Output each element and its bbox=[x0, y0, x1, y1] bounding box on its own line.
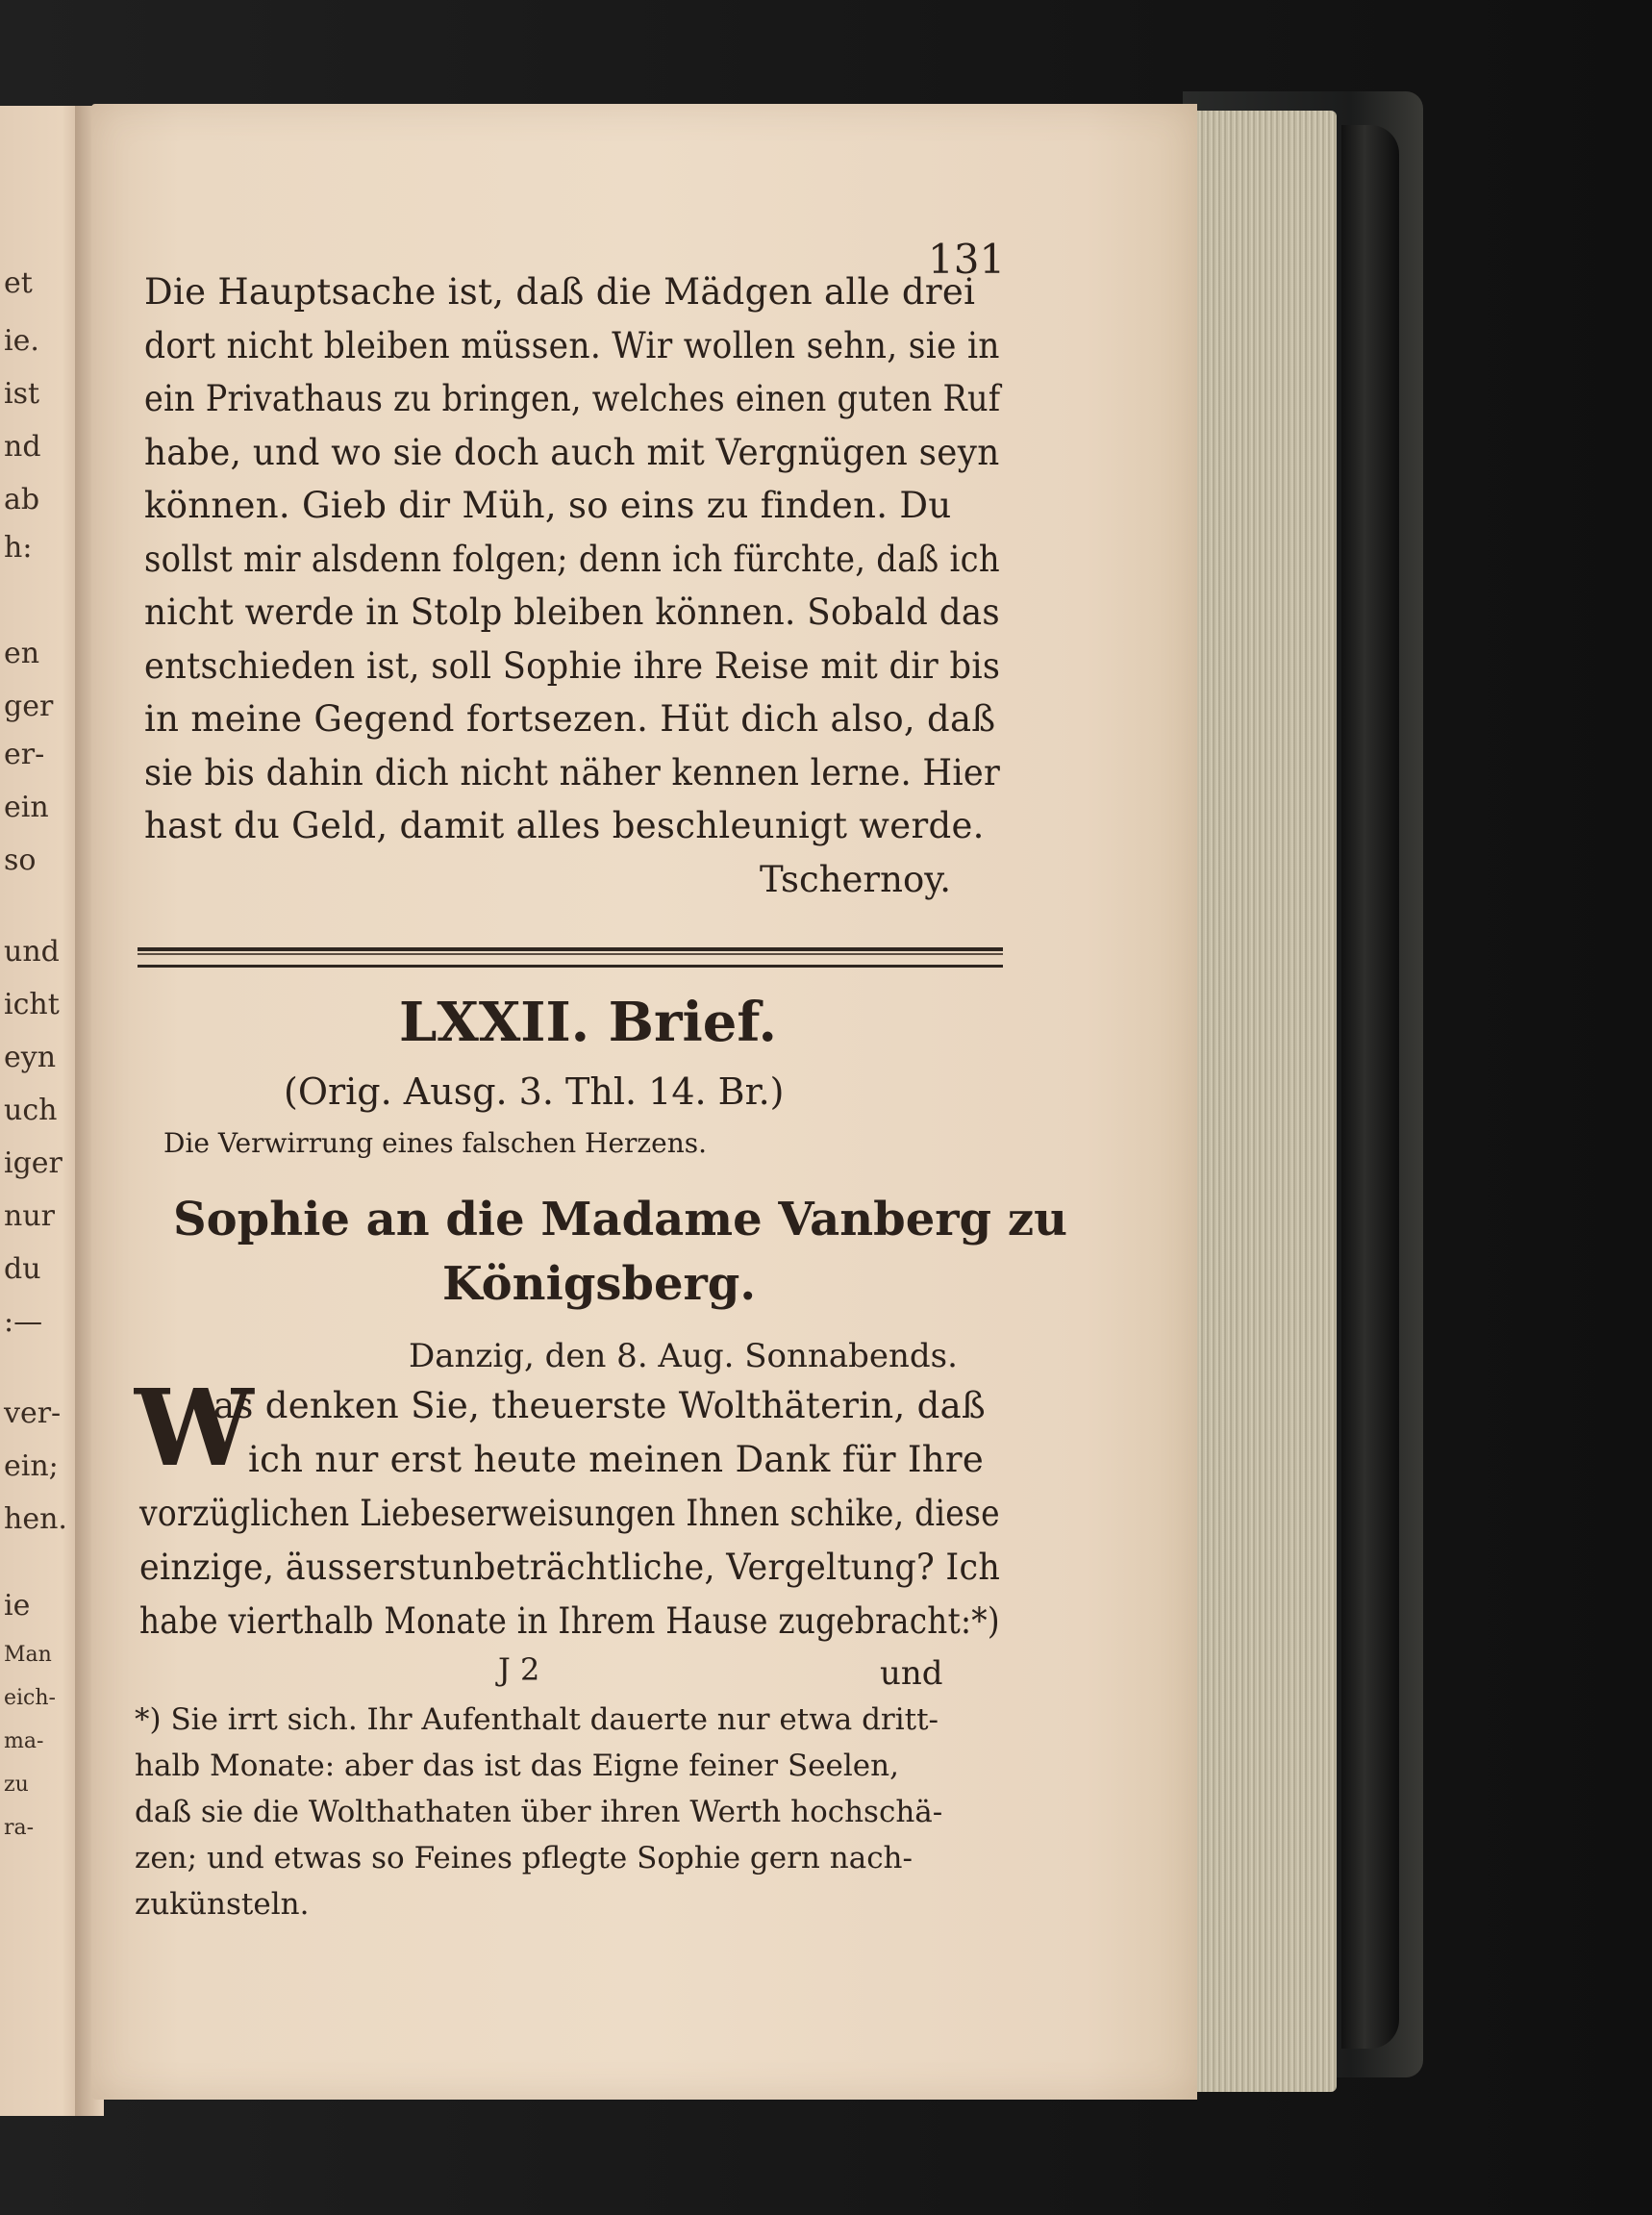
body-text-line: einzige, äusserstunbeträchtliche, Vergeltung? Ich bbox=[139, 1547, 1001, 1588]
body-text-line: habe vierthalb Monate in Ihrem Hause zugebracht:*) bbox=[139, 1600, 1000, 1642]
catchword: und bbox=[880, 1654, 943, 1693]
section-divider-rule bbox=[138, 947, 1003, 968]
body-text-line: Die Hauptsache ist, daß die Mädgen alle drei bbox=[144, 271, 976, 313]
body-text-line: hast du Geld, damit alles beschleunigt werde. bbox=[144, 805, 985, 846]
left-page-fragment: ie. bbox=[4, 324, 39, 358]
left-page-fragment: ra- bbox=[4, 1816, 35, 1840]
page-number: 131 bbox=[928, 236, 1006, 283]
left-page-fragment: ger bbox=[4, 690, 54, 723]
body-text-line: nicht werde in Stolp bleiben können. Sobald das bbox=[144, 592, 1000, 633]
left-page-fragment: en bbox=[4, 637, 40, 670]
left-page-fragment: du bbox=[4, 1252, 41, 1286]
left-page-fragment: iger bbox=[4, 1146, 63, 1180]
left-page-fragment: ie bbox=[4, 1589, 31, 1623]
left-page-fragment: Man bbox=[4, 1643, 52, 1667]
body-text-line: vorzüglichen Liebeserweisungen Ihnen schike, diese bbox=[139, 1493, 1000, 1534]
left-page-fragment: nur bbox=[4, 1199, 55, 1233]
left-page-fragment: und bbox=[4, 935, 60, 969]
section-divider-inner-line bbox=[138, 953, 1003, 955]
left-page-fragment: er- bbox=[4, 738, 45, 771]
drop-cap: W bbox=[135, 1366, 254, 1490]
dateline: Danzig, den 8. Aug. Sonnabends. bbox=[409, 1337, 958, 1375]
left-page-fragment: zu bbox=[4, 1773, 29, 1797]
footnote-line: zen; und etwas so Feines pflegte Sophie gern nach- bbox=[135, 1841, 913, 1875]
left-page-fragment: ist bbox=[4, 377, 40, 411]
footnote-line: zukünsteln. bbox=[135, 1887, 310, 1922]
letter-subtitle: Die Verwirrung eines falschen Herzens. bbox=[163, 1127, 708, 1159]
page-block-edges bbox=[1192, 111, 1337, 2092]
letter-heading-line-1: Sophie an die Madame Vanberg zu bbox=[173, 1193, 1067, 1246]
body-text-line: in meine Gegend fortsezen. Hüt dich also, daß bbox=[144, 698, 996, 740]
body-text-line: entschieden ist, soll Sophie ihre Reise mit dir bis bbox=[144, 644, 1001, 687]
body-text-line: ein Privathaus zu bringen, welches einen guten Ruf bbox=[144, 378, 1001, 419]
left-page-fragment: uch bbox=[4, 1094, 58, 1127]
left-page-fragment: ab bbox=[4, 483, 40, 516]
letter-source: (Orig. Ausg. 3. Thl. 14. Br.) bbox=[284, 1070, 785, 1113]
footnote-line: *) Sie irrt sich. Ihr Aufenthalt dauerte nur etwa dritt- bbox=[135, 1702, 939, 1737]
left-page-fragment: et bbox=[4, 266, 33, 300]
left-page-fragment: eyn bbox=[4, 1041, 57, 1074]
body-text-line: ich nur erst heute meinen Dank für Ihre bbox=[248, 1439, 985, 1480]
footnote-line: halb Monate: aber das ist das Eigne feiner Seelen, bbox=[135, 1749, 899, 1783]
left-page-fragment: ma- bbox=[4, 1729, 44, 1753]
left-page-fragment: :— bbox=[4, 1305, 43, 1339]
left-page-fragment: h: bbox=[4, 531, 33, 565]
body-text-line: habe, und wo sie doch auch mit Vergnügen seyn bbox=[144, 431, 1000, 473]
left-page-fragment: nd bbox=[4, 430, 41, 464]
left-page-fragment: so bbox=[4, 843, 37, 877]
letter-heading-line-2: Königsberg. bbox=[442, 1257, 757, 1311]
letter-title: LXXII. Brief. bbox=[399, 991, 777, 1054]
book-spine-edge bbox=[1341, 125, 1399, 2049]
left-page-fragment: hen. bbox=[4, 1502, 67, 1536]
body-text-line: sie bis dahin dich nicht näher kennen lerne. Hier bbox=[144, 751, 1001, 793]
left-page-fragment: ein bbox=[4, 791, 49, 824]
left-page-fragment: ver- bbox=[4, 1397, 62, 1430]
signature-mark: J 2 bbox=[498, 1651, 540, 1688]
body-text-line: sollst mir alsdenn folgen; denn ich fürchte, daß ich bbox=[144, 538, 1000, 580]
footnote-line: daß sie die Wolthathaten über ihren Werth hochschä- bbox=[135, 1795, 943, 1829]
left-page-fragment: eich- bbox=[4, 1686, 56, 1710]
left-page-fragment: icht bbox=[4, 988, 60, 1021]
body-text-line: dort nicht bleiben müssen. Wir wollen sehn, sie in bbox=[144, 324, 1000, 366]
signature: Tschernoy. bbox=[760, 859, 951, 900]
body-text-line: as denken Sie, theuerste Wolthäterin, daß bbox=[213, 1385, 987, 1426]
left-page-fragment: ein; bbox=[4, 1449, 59, 1483]
body-text-line: können. Gieb dir Müh, so eins zu finden. Du bbox=[144, 485, 952, 526]
